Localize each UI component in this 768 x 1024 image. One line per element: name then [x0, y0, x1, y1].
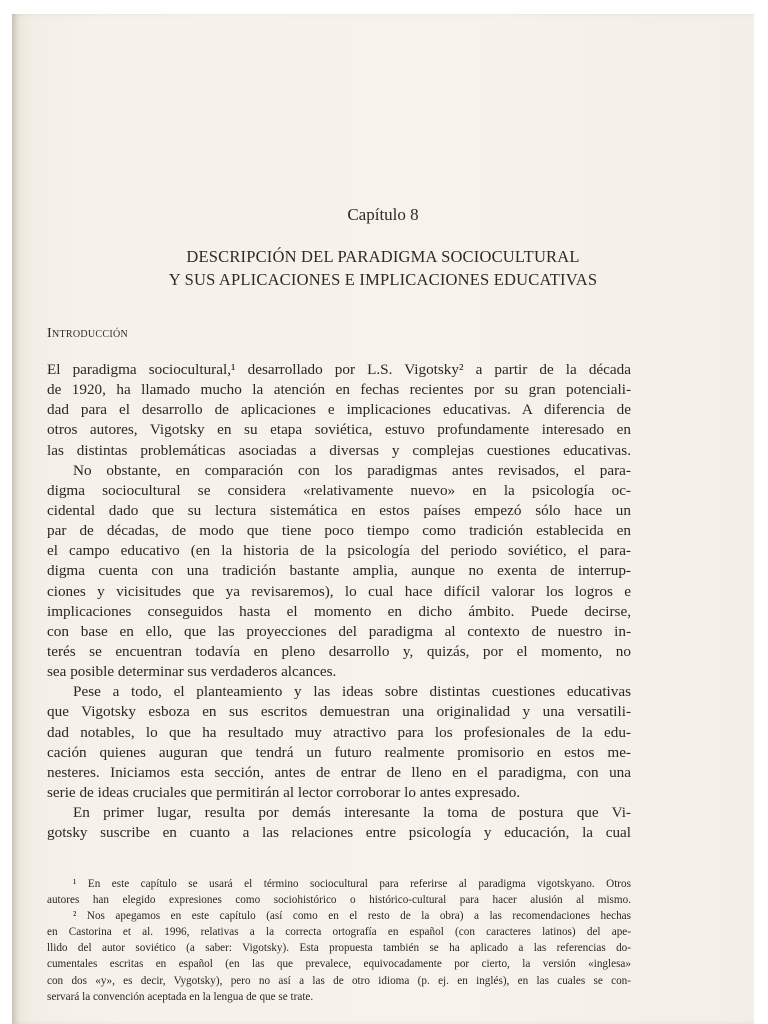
body-line: cación quienes auguran que tendrá un futuro realmente promisorio en estos me- [47, 743, 631, 761]
body-line: Pese a todo, el planteamiento y las ideas sobre distintas cuestiones educativas [73, 683, 631, 701]
chapter-title-line: DESCRIPCIÓN DEL PARADIGMA SOCIOCULTURAL [186, 247, 580, 266]
body-line: otros autores, Vigotsky en su etapa soviética, estuvo profundamente interesado en [47, 421, 631, 439]
body-line: digma sociocultural se considera «relativamente nuevo» en la psicología oc- [47, 481, 631, 499]
footnote-line: ¹ En este capítulo se usará el término sociocultural para referirse al paradigma vigotskyano. Otros [73, 878, 631, 890]
section-heading: Introducción [47, 326, 129, 341]
body-text [47, 360, 631, 843]
body-line: serie de ideas cruciales que permitirán al lector corroborar lo antes expresado. [47, 783, 521, 801]
footnote-line: servará la convención aceptada en la lengua de que se trate. [47, 990, 314, 1003]
body-line: implicaciones conseguidos hasta el momento en dicho ámbito. Puede decirse, [47, 602, 631, 620]
body-line: las distintas problemáticas asociadas a diversas y complejas cuestiones educativas. [47, 441, 631, 459]
body-line: digma cuenta con una tradición bastante amplia, aunque no exenta de interrup- [47, 562, 631, 580]
body-line: sea posible determinar sus verdaderos alcances. [47, 663, 337, 681]
body-line: dad para el desarrollo de aplicaciones e implicaciones educativas. A diferencia de [47, 401, 631, 419]
body-line: gotsky suscribe en cuanto a las relaciones entre psicología y educación, la cual [47, 824, 631, 842]
chapter-label: Capítulo 8 [347, 205, 419, 224]
body-line: que Vigotsky esboza en sus escritos demuestran una originalidad y una versatili- [47, 703, 631, 721]
body-line: En primer lugar, resulta por demás interesante la toma de postura que Vi- [73, 804, 631, 822]
footnote-line: con dos «y», es decir, Vygotsky), pero no así a las de otro idioma (p. ej. en inglés), en las cuales se con- [47, 974, 631, 987]
chapter-title-line: Y SUS APLICACIONES E IMPLICACIONES EDUCATIVAS [168, 270, 598, 289]
book-page [12, 14, 754, 1024]
body-line: nesteres. Iniciamos esta sección, antes de entrar de lleno en el paradigma, con una [47, 763, 631, 781]
body-line: ciones y vicisitudes que ya revisaremos), lo cual hace difícil valorar los logros e [47, 582, 631, 600]
footnote-line: autores han elegido expresiones como sociohistórico o histórico-cultural para hacer alusión al mismo. [47, 894, 631, 907]
body-line: cidental dado que su lectura sistemática en estos países empezó sólo hace un [47, 501, 631, 519]
body-line: de 1920, ha llamado mucho la atención en fechas recientes por su gran potenciali- [47, 381, 631, 399]
body-line: dad notables, lo que ha resultado muy atractivo para los profesionales de la edu- [47, 723, 631, 741]
footnotes [47, 876, 631, 1005]
body-line: El paradigma sociocultural,¹ desarrollado por L.S. Vigotsky² a partir de la década [47, 361, 631, 378]
footnote-line: ² Nos apegamos en este capítulo (así como en el resto de la obra) a las recomendaciones hechas [73, 910, 631, 923]
footnote-line: llido del autor soviético (a saber: Vigotsky). Esta propuesta también se ha aplicado a las referencias do- [47, 942, 631, 955]
body-line: con base en ello, que las proyecciones del paradigma al contexto de nuestro in- [47, 622, 631, 640]
body-line: el campo educativo (en la historia de la psicología del periodo soviético, el para- [47, 542, 631, 560]
footnote-line: en Castorina et al. 1996, relativas a la correcta ortografía en español (con caracteres latinos) del ape- [47, 926, 631, 939]
footnote-line: cumentales escritas en español (en las que prevalece, equivocadamente por cierto, la versión «inglesa» [47, 958, 631, 971]
body-line: No obstante, en comparación con los paradigmas antes revisados, el para- [73, 461, 631, 479]
body-line: terés se encuentran todavía en pleno desarrollo y, quizás, por el momento, no [47, 642, 631, 660]
body-line: par de décadas, de modo que tiene poco tiempo como tradición establecida en [47, 522, 631, 540]
chapter-title [12, 245, 754, 291]
